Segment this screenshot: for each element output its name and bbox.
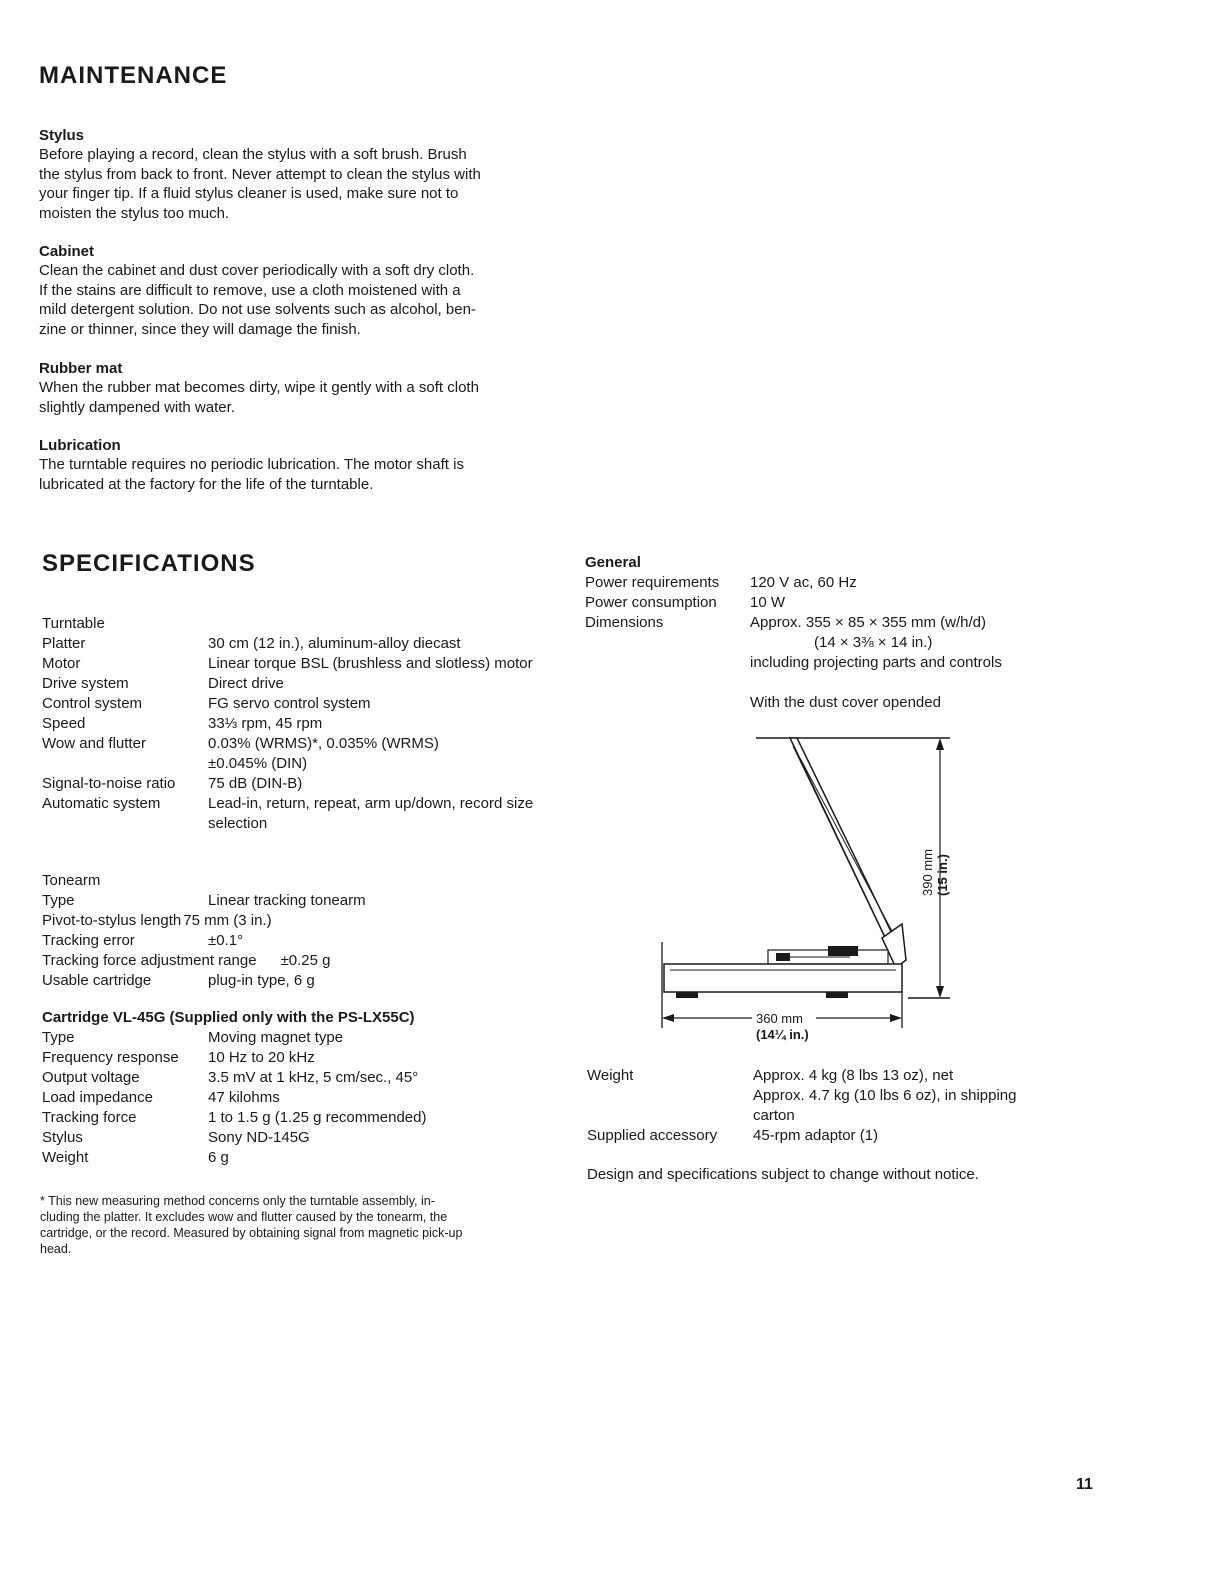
spec-group-heading: Tonearm bbox=[42, 872, 101, 889]
spec-row bbox=[585, 573, 1085, 593]
section-heading: Stylus bbox=[39, 127, 85, 144]
paragraph-line: your finger tip. If a fluid stylus cleaner is used, make sure not to bbox=[39, 185, 459, 202]
spec-key: Power requirements bbox=[585, 574, 720, 591]
spec-row bbox=[42, 774, 557, 794]
width-label bbox=[756, 1011, 809, 1043]
spec-value: 120 V ac, 60 Hz bbox=[750, 574, 857, 591]
spec-row bbox=[585, 613, 1085, 633]
spec-key: Tracking force adjustment range bbox=[42, 952, 257, 969]
spec-key: Power consumption bbox=[585, 594, 717, 611]
spec-row bbox=[42, 734, 557, 754]
spec-key-blank bbox=[587, 1106, 753, 1126]
footnote-line: head. bbox=[40, 1242, 72, 1256]
paragraph-line: the stylus from back to front. Never attempt to clean the stylus with bbox=[39, 165, 481, 183]
paragraph-line: lubricated at the factory for the life of the turntable. bbox=[39, 475, 374, 493]
spec-row bbox=[585, 693, 1085, 713]
footnote-line: cartridge, or the record. Measured by obtaining signal from magnetic pick-up bbox=[40, 1226, 463, 1240]
paragraph-line: mild detergent solution. Do not use solvents such as alcohol, ben- bbox=[39, 301, 476, 318]
spec-cartridge bbox=[42, 1008, 557, 1168]
spec-key: Type bbox=[42, 1029, 75, 1046]
spec-value: 3.5 mV at 1 kHz, 5 cm/sec., 45° bbox=[208, 1069, 419, 1086]
spec-value: ±0.25 g bbox=[280, 952, 331, 969]
spec-general bbox=[585, 553, 1085, 713]
spec-key: Drive system bbox=[42, 675, 129, 692]
paragraph-line: slightly dampened with water. bbox=[39, 398, 235, 416]
spec-row bbox=[585, 653, 1085, 673]
notice-text: Design and specifications subject to change without notice. bbox=[587, 1166, 979, 1183]
maintenance-rubber-mat bbox=[39, 359, 559, 417]
spec-row bbox=[42, 911, 557, 931]
spec-key: Motor bbox=[42, 655, 81, 672]
spec-row bbox=[585, 633, 1085, 653]
spec-value: 75 dB (DIN-B) bbox=[208, 775, 303, 792]
spec-value: 75 mm (3 in.) bbox=[183, 912, 272, 929]
paragraph-line: Before playing a record, clean the stylus with a soft brush. Brush bbox=[39, 146, 467, 163]
spec-row bbox=[42, 891, 557, 911]
spec-value: Approx. 4.7 kg (10 lbs 6 oz), in shipping bbox=[753, 1087, 1017, 1104]
spec-value: Moving magnet type bbox=[208, 1029, 344, 1046]
spec-key: Platter bbox=[42, 635, 86, 652]
spec-value: (14 × 3⅜ × 14 in.) bbox=[814, 634, 933, 651]
spec-value: Linear tracking tonearm bbox=[208, 892, 366, 909]
spec-value: 10 W bbox=[750, 594, 786, 611]
spec-value: Approx. 4 kg (8 lbs 13 oz), net bbox=[753, 1067, 954, 1084]
spec-row bbox=[42, 694, 557, 714]
spec-value: ±0.1° bbox=[208, 932, 244, 949]
spec-weight bbox=[587, 1066, 1087, 1185]
spec-row bbox=[42, 931, 557, 951]
paragraph-line: zine or thinner, since they will damage the finish. bbox=[39, 320, 361, 338]
spec-value: Linear torque BSL (brushless and slotless) motor bbox=[208, 655, 533, 672]
spec-key-blank bbox=[585, 633, 750, 653]
spec-value: 10 Hz to 20 kHz bbox=[208, 1049, 315, 1066]
maintenance-title: MAINTENANCE bbox=[39, 62, 228, 89]
spec-key-blank bbox=[585, 653, 750, 673]
paragraph-line: The turntable requires no periodic lubrication. The motor shaft is bbox=[39, 456, 464, 473]
footnote bbox=[40, 1193, 555, 1257]
height-mm: 390 mm bbox=[920, 849, 935, 896]
spec-value: 1 to 1.5 g (1.25 g recommended) bbox=[208, 1109, 427, 1126]
spec-key: Pivot-to-stylus length bbox=[42, 912, 182, 929]
spec-key: Usable cartridge bbox=[42, 972, 152, 989]
section-heading: Lubrication bbox=[39, 437, 121, 454]
spec-value: FG servo control system bbox=[208, 695, 371, 712]
paragraph-line: When the rubber mat becomes dirty, wipe it gently with a soft cloth bbox=[39, 379, 479, 396]
spec-row bbox=[587, 1086, 1087, 1106]
spec-value: Sony ND-145G bbox=[208, 1129, 310, 1146]
footnote-line: * This new measuring method concerns only the turntable assembly, in- bbox=[40, 1194, 435, 1208]
maintenance-lubrication bbox=[39, 436, 559, 494]
spec-value: Direct drive bbox=[208, 675, 284, 692]
spec-group-heading: Cartridge VL-45G (Supplied only with the PS-LX55C) bbox=[42, 1009, 415, 1026]
height-label-text bbox=[920, 849, 950, 896]
spec-key: Supplied accessory bbox=[587, 1127, 718, 1144]
paragraph-line: moisten the stylus too much. bbox=[39, 204, 230, 222]
spec-key: Type bbox=[42, 892, 75, 909]
height-arrow-top bbox=[936, 738, 944, 750]
spec-row bbox=[42, 714, 557, 734]
spec-row bbox=[42, 951, 557, 971]
spec-row bbox=[42, 1108, 557, 1128]
spec-row bbox=[587, 1126, 1087, 1146]
spec-key: Signal-to-noise ratio bbox=[42, 775, 176, 792]
height-in: (15 in.) bbox=[935, 854, 950, 896]
spec-row bbox=[42, 654, 557, 674]
maintenance-cabinet bbox=[39, 242, 559, 339]
width-arrow-right bbox=[890, 1014, 902, 1022]
spec-key: Tracking force bbox=[42, 1109, 137, 1126]
spec-value: Approx. 355 × 85 × 355 mm (w/h/d) bbox=[750, 614, 986, 631]
section-heading: Rubber mat bbox=[39, 360, 123, 377]
spec-row bbox=[42, 971, 557, 991]
width-arrow-left bbox=[662, 1014, 674, 1022]
paragraph-line: Clean the cabinet and dust cover periodically with a soft dry cloth. bbox=[39, 262, 475, 279]
paragraph-line: If the stains are difficult to remove, use a cloth moistened with a bbox=[39, 281, 461, 299]
spec-key: Wow and flutter bbox=[42, 735, 146, 752]
spec-value: 30 cm (12 in.), aluminum-alloy diecast bbox=[208, 635, 461, 652]
spec-group-heading: General bbox=[585, 554, 641, 571]
spec-key: Weight bbox=[587, 1067, 634, 1084]
spec-row bbox=[42, 1128, 557, 1148]
spec-value: 0.03% (WRMS)*, 0.035% (WRMS) bbox=[208, 735, 439, 752]
spec-key-blank bbox=[585, 693, 750, 713]
tonearm-carriage bbox=[828, 946, 858, 956]
spec-value: 33⅓ rpm, 45 rpm bbox=[208, 715, 323, 732]
spec-key-blank bbox=[587, 1086, 753, 1106]
height-label bbox=[920, 840, 970, 900]
spec-key: Output voltage bbox=[42, 1069, 140, 1086]
spec-value: With the dust cover opended bbox=[750, 694, 941, 711]
spec-value: ±0.045% (DIN) bbox=[208, 755, 308, 772]
spec-key: Control system bbox=[42, 695, 143, 712]
spec-row bbox=[42, 1088, 557, 1108]
spec-key bbox=[42, 754, 208, 774]
spec-key: Dimensions bbox=[585, 614, 664, 631]
spec-key: Weight bbox=[42, 1149, 89, 1166]
spec-row bbox=[42, 634, 557, 654]
spec-row bbox=[42, 674, 557, 694]
spec-row bbox=[587, 1106, 1087, 1126]
spec-key: Stylus bbox=[42, 1129, 83, 1146]
spec-row bbox=[42, 1068, 557, 1088]
section-heading: Cabinet bbox=[39, 243, 95, 260]
cabinet bbox=[664, 964, 902, 992]
height-arrow-bottom bbox=[936, 986, 944, 998]
footnote-line: cluding the platter. It excludes wow and flutter caused by the tonearm, the bbox=[40, 1210, 448, 1224]
spec-row bbox=[42, 794, 557, 834]
page-number: 11 bbox=[1076, 1476, 1093, 1493]
spec-row bbox=[42, 1048, 557, 1068]
spec-group-heading: Turntable bbox=[42, 615, 105, 632]
spec-row bbox=[587, 1066, 1087, 1086]
front-foot bbox=[676, 992, 698, 998]
dust-cover-inner bbox=[800, 758, 902, 950]
spec-row bbox=[42, 1148, 557, 1168]
spec-turntable bbox=[42, 614, 557, 834]
spec-key: Automatic system bbox=[42, 795, 161, 812]
spec-value: Lead-in, return, repeat, arm up/down, record size selection bbox=[208, 795, 534, 832]
spec-row bbox=[42, 754, 557, 774]
spec-key: Speed bbox=[42, 715, 86, 732]
width-in: (14¼ in.) bbox=[756, 1027, 809, 1042]
spec-key: Load impedance bbox=[42, 1089, 153, 1106]
spec-row bbox=[42, 1028, 557, 1048]
spec-row bbox=[585, 593, 1085, 613]
specifications-title: SPECIFICATIONS bbox=[42, 550, 256, 577]
spec-value: 6 g bbox=[208, 1149, 229, 1166]
cartridge-block bbox=[776, 953, 790, 961]
spec-value: carton bbox=[753, 1107, 795, 1124]
spec-tonearm bbox=[42, 871, 557, 991]
width-mm: 360 mm bbox=[756, 1011, 803, 1026]
maintenance-stylus bbox=[39, 126, 559, 223]
spec-key: Tracking error bbox=[42, 932, 135, 949]
dust-cover-edge bbox=[793, 746, 890, 948]
spec-value: including projecting parts and controls bbox=[750, 654, 1002, 671]
spec-value: 47 kilohms bbox=[208, 1089, 280, 1106]
spec-value: 45-rpm adaptor (1) bbox=[753, 1127, 879, 1144]
rear-foot bbox=[826, 992, 848, 998]
spec-value: plug-in type, 6 g bbox=[208, 972, 315, 989]
spec-key: Frequency response bbox=[42, 1049, 179, 1066]
